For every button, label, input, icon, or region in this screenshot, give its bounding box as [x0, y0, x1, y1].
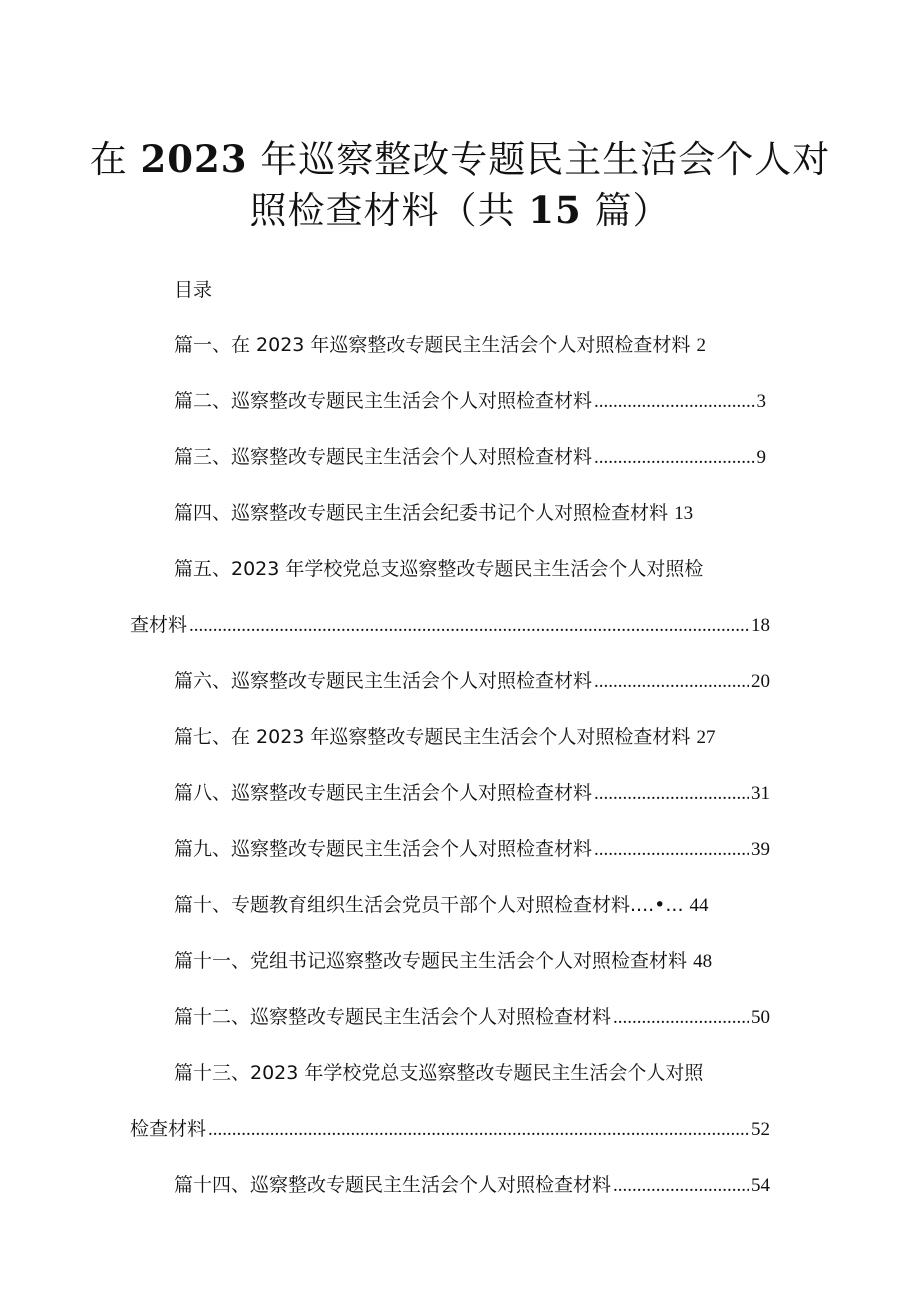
- toc-leader-dots: [594, 444, 754, 472]
- toc-entry[interactable]: [174, 499, 693, 528]
- toc-entry-page: 3: [756, 391, 766, 412]
- toc-entry[interactable]: [174, 1003, 770, 1032]
- toc-entry-title: 篇十、专题教育组织生活会党员干部个人对照检查材料....•...: [174, 894, 684, 916]
- toc-entry-page: 27: [696, 727, 716, 748]
- title-line-1: [60, 134, 860, 185]
- toc-entry-continuation[interactable]: [130, 611, 770, 640]
- toc-entry-continuation[interactable]: [130, 1115, 770, 1144]
- title-text: 年巡察整改专题民主生活会个人对: [260, 138, 831, 181]
- toc-leader-dots: [594, 668, 749, 696]
- toc-entry-page: 52: [751, 1119, 770, 1140]
- toc-leader-dots: [208, 1116, 749, 1144]
- toc-entry[interactable]: [174, 1059, 703, 1087]
- title-line-2: [60, 185, 860, 236]
- toc-entry-title: 篇一、在 2023 年巡察整改专题民主生活会个人对照检查材料: [174, 334, 691, 356]
- toc-entry[interactable]: [174, 331, 706, 360]
- toc-entry-page: 48: [693, 951, 713, 972]
- toc-entry-title: 篇十三、2023 年学校党总支巡察整改专题民主生活会个人对照: [174, 1062, 704, 1084]
- toc-entry[interactable]: [174, 443, 766, 472]
- toc-entry-page: 20: [751, 671, 770, 692]
- title-year: 2023: [140, 137, 248, 181]
- toc-entry[interactable]: [174, 835, 770, 864]
- toc-entry-title: 篇七、在 2023 年巡察整改专题民主生活会个人对照检查材料: [174, 726, 691, 748]
- toc-heading: 目录: [174, 279, 213, 301]
- toc-entry-title: 查材料: [130, 614, 188, 636]
- toc-entry-title: 篇十二、巡察整改专题民主生活会个人对照检查材料: [174, 1006, 612, 1028]
- toc-entry-page: 31: [751, 783, 770, 804]
- toc-entry[interactable]: [174, 387, 766, 416]
- toc-entry-title: 篇九、巡察整改专题民主生活会个人对照检查材料: [174, 838, 593, 860]
- toc-entry-title: 篇八、巡察整改专题民主生活会个人对照检查材料: [174, 782, 593, 804]
- toc-entry-title: 篇五、2023 年学校党总支巡察整改专题民主生活会个人对照检: [174, 558, 704, 580]
- toc-entry-title: 篇六、巡察整改专题民主生活会个人对照检查材料: [174, 670, 593, 692]
- toc-entry[interactable]: [174, 723, 715, 752]
- toc-entry[interactable]: [174, 667, 770, 696]
- toc-entry-title: 篇十一、党组书记巡察整改专题民主生活会个人对照检查材料: [174, 950, 688, 972]
- toc-entry-page: 39: [751, 839, 770, 860]
- title-text: 在: [89, 138, 128, 181]
- toc-entry-page: 54: [751, 1175, 770, 1196]
- toc-entry-title: 检查材料: [130, 1118, 207, 1140]
- title-text: 篇）: [594, 189, 671, 232]
- title-text: 照检查材料（共: [249, 189, 516, 232]
- toc-entry-page: 18: [751, 615, 770, 636]
- toc-entry[interactable]: [174, 555, 703, 583]
- toc-entry-page: 44: [689, 895, 709, 916]
- title-count: 15: [528, 188, 582, 232]
- toc-entry[interactable]: [174, 947, 712, 976]
- toc-entry[interactable]: [174, 1171, 770, 1200]
- document-title: [60, 134, 860, 236]
- toc-entry-title: 篇三、巡察整改专题民主生活会个人对照检查材料: [174, 446, 593, 468]
- toc-entry-page: 13: [674, 503, 694, 524]
- toc-leader-dots: [613, 1172, 749, 1200]
- toc-leader-dots: [594, 388, 754, 416]
- toc-entry-page: 50: [751, 1007, 770, 1028]
- toc-entry-page: 9: [756, 447, 766, 468]
- toc-leader-dots: [613, 1004, 749, 1032]
- toc-entry-title: 篇十四、巡察整改专题民主生活会个人对照检查材料: [174, 1174, 612, 1196]
- toc-entry-page: 2: [696, 335, 706, 356]
- toc-entry[interactable]: [174, 779, 770, 808]
- toc-leader-dots: [594, 780, 749, 808]
- toc-leader-dots: [594, 836, 749, 864]
- toc-entry[interactable]: [174, 891, 709, 920]
- toc-entry-title: 篇四、巡察整改专题民主生活会纪委书记个人对照检查材料: [174, 502, 669, 524]
- toc-leader-dots: [189, 612, 749, 640]
- toc-entry-title: 篇二、巡察整改专题民主生活会个人对照检查材料: [174, 390, 593, 412]
